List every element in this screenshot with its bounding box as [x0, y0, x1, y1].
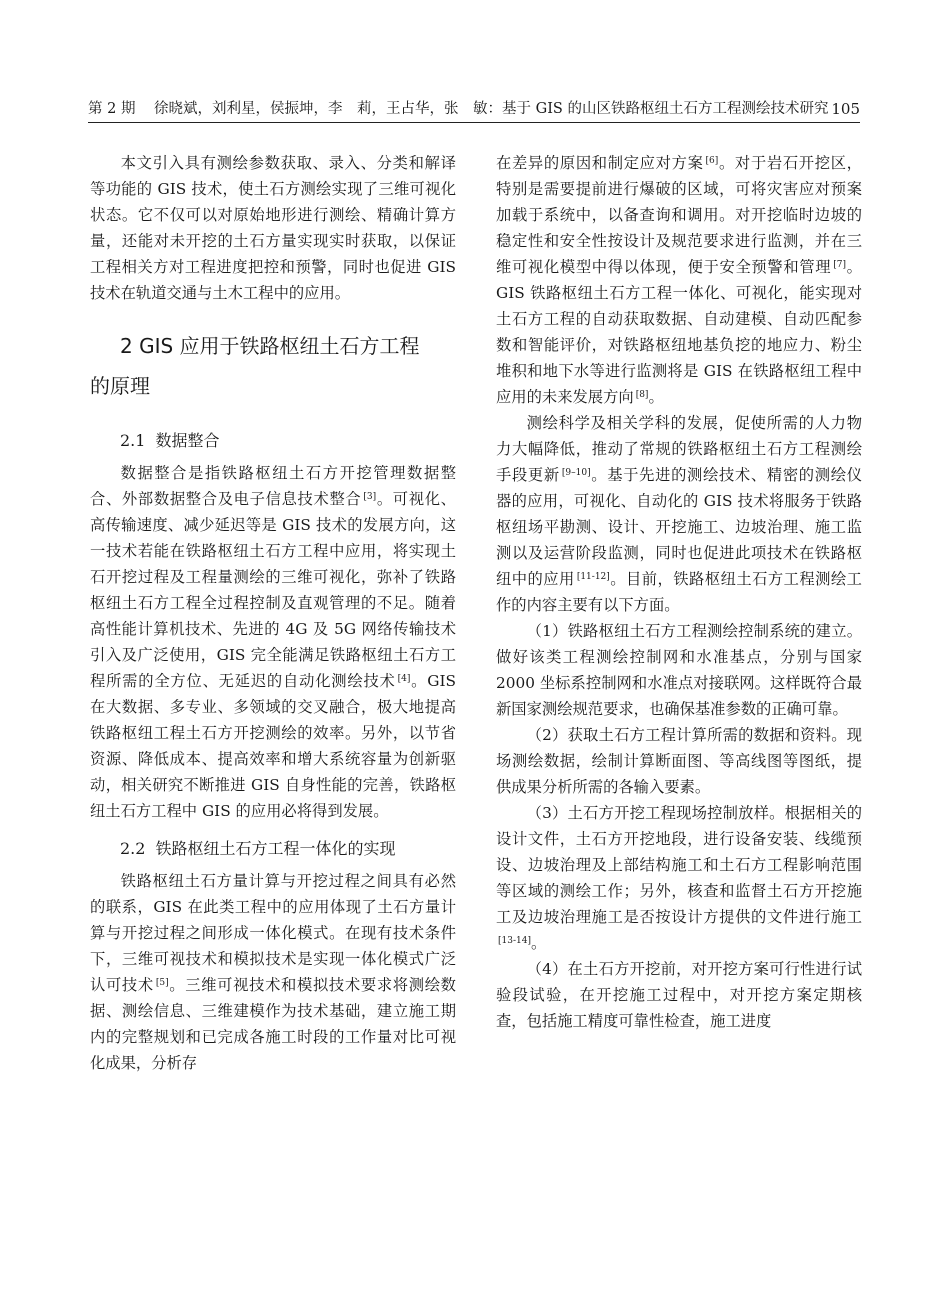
issue-number: 第 2 期	[88, 101, 136, 117]
citation-ref: [9–10]	[561, 468, 591, 478]
citation-ref: [3]	[363, 492, 377, 502]
intro-paragraph: 本文引入具有测绘参数获取、录入、分类和解译等功能的 GIS 技术，使土石方测绘实现了三维可视化状态。它不仅可以对原始地形进行测绘、精确计算方量，还能对未开挖的土石方量实现实时获取，以保证工程相关方对工程进度把控和预警，同时也促进 GIS 技术在轨道交通与土木工程中的应用。	[90, 154, 456, 302]
data-integration-paragraph: 数据整合是指铁路枢纽土石方开挖管理数据整合、外部数据整合及电子信息技术整合 [3]。可视化、高传输速度、减少延迟等是 GIS 技术的发展方向，这一技术若能在铁路枢纽土石方工程中应用，将实现土石开挖过程及工程量测绘的三维可视化，弥补了铁路枢纽土石方工程全过程控制及直观管理的不足。随着高性能计算机技术、先进的 4G 及 5G 网络传输技术引入及广泛使用，GIS 完全能满足铁路枢纽土石方工程所需的全方位、无延迟的自动化测绘技术 [4]。GIS 在大数据、多专业、多领域的交叉融合，极大地提高铁路枢纽工程土石方开挖测绘的效率。另外，以节省资源、降低成本、提高效率和增大系统容量为创新驱动，相关研究不断推进 GIS 自身性能的完善，铁路枢纽土石方工程中 GIS 的应用必将得到发展。	[90, 464, 456, 820]
integration-paragraph: 铁路枢纽土石方量计算与开挖过程之间具有必然的联系，GIS 在此类工程中的应用体现了土石方量计算与开挖过程之间形成一体化模式。在现有技术条件下，三维可视技术和模拟技术是实现一体化模式广泛认可技术 [5]。三维可视技术和模拟技术要求将测绘数据、测绘信息、三维建模作为技术基础，建立施工期内的完整规划和已完成各施工时段的工作量对比可视化成果，分析存	[90, 872, 456, 1072]
citation-ref: [13-14]	[498, 936, 531, 946]
survey-development-paragraph: 测绘科学及相关学科的发展，促使所需的人力物力大幅降低，推动了常规的铁路枢纽土石方工程测绘手段更新 [9–10]。基于先进的测绘技术、精密的测绘仪器的应用，可视化、自动化的 GIS 技术将服务于铁路枢纽场平勘测、设计、开挖施工、边坡治理、施工监测以及运营阶段监测，同时也促进此项技术在铁路枢纽中的应用 [11-12]。目前，铁路枢纽土石方工程测绘工作的内容主要有以下方面。	[496, 414, 862, 614]
list-item-1: （1）铁路枢纽土石方工程测绘控制系统的建立。做好该类工程测绘控制网和水准基点，分别与国家 2000 坐标系控制网和水准点对接联网。这样既符合最新国家测绘规范要求，也确保基准参数的正确可靠。	[496, 622, 862, 718]
citation-ref: [8]	[635, 390, 649, 400]
section-2-heading	[90, 326, 456, 406]
list-item-3: （3）土石方开挖工程现场控制放样。根据相关的设计文件，土石方开挖地段，进行设备安装、线缆预设、边坡治理及上部结构施工和土石方工程影响范围等区域的测绘工作；另外，核查和监督土石方开挖施工及边坡治理施工是否按设计方提供的文件进行施工[13-14]。	[496, 804, 862, 952]
right-column	[496, 150, 862, 1034]
citation-ref: [6]	[705, 156, 719, 166]
page-number: 105	[831, 100, 860, 118]
citation-ref: [5]	[155, 978, 169, 988]
citation-ref: [11-12]	[576, 572, 610, 582]
subsection-2-1-heading	[90, 428, 456, 454]
subsection-title: 铁路枢纽土石方工程一体化的实现	[155, 839, 396, 858]
subsection-2-2-heading	[90, 836, 456, 862]
subsection-number: 2.1	[120, 431, 146, 450]
continued-paragraph: 在差异的原因和制定应对方案 [6]。对于岩石开挖区，特别是需要提前进行爆破的区域，可将灾害应对预案加载于系统中，以备查询和调用。对开挖临时边坡的稳定性和安全性按设计及规范要求进行监测，并在三维可视化模型中得以体现，便于安全预警和管理 [7]。GIS 铁路枢纽土石方工程一体化、可视化，能实现对土石方工程的自动获取数据、自动建模、自动匹配参数和智能评价，对铁路枢纽地基负挖的地应力、粉尘堆积和地下水等进行监测将是 GIS 在铁路枢纽工程中应用的未来发展方向 [8]。	[496, 154, 862, 406]
running-header	[88, 99, 860, 121]
header-rule	[88, 122, 860, 123]
section-2-heading-line2: 的原理	[90, 374, 150, 398]
subsection-number: 2.2	[120, 839, 146, 858]
list-item-2: （2）获取土石方工程计算所需的数据和资料。现场测绘数据，绘制计算断面图、等高线图等图纸，提供成果分析所需的各输入要素。	[496, 726, 862, 796]
citation-ref: [7]	[833, 260, 847, 270]
section-2-heading-line1: 2 GIS 应用于铁路枢纽土石方工程	[120, 334, 420, 358]
list-item-4: （4）在土石方开挖前，对开挖方案可行性进行试验段试验，在开挖施工过程中，对开挖方案定期核查，包括施工精度可靠性检查，施工进度	[496, 960, 862, 1030]
left-column	[90, 150, 456, 1076]
header-authors-title: 徐晓斌，刘利星，侯振坤，李 莉，王占华，张 敏：基于 GIS 的山区铁路枢纽土石方工程测绘技术研究	[154, 101, 829, 117]
subsection-title: 数据整合	[155, 431, 220, 450]
citation-ref: [4]	[397, 674, 411, 684]
